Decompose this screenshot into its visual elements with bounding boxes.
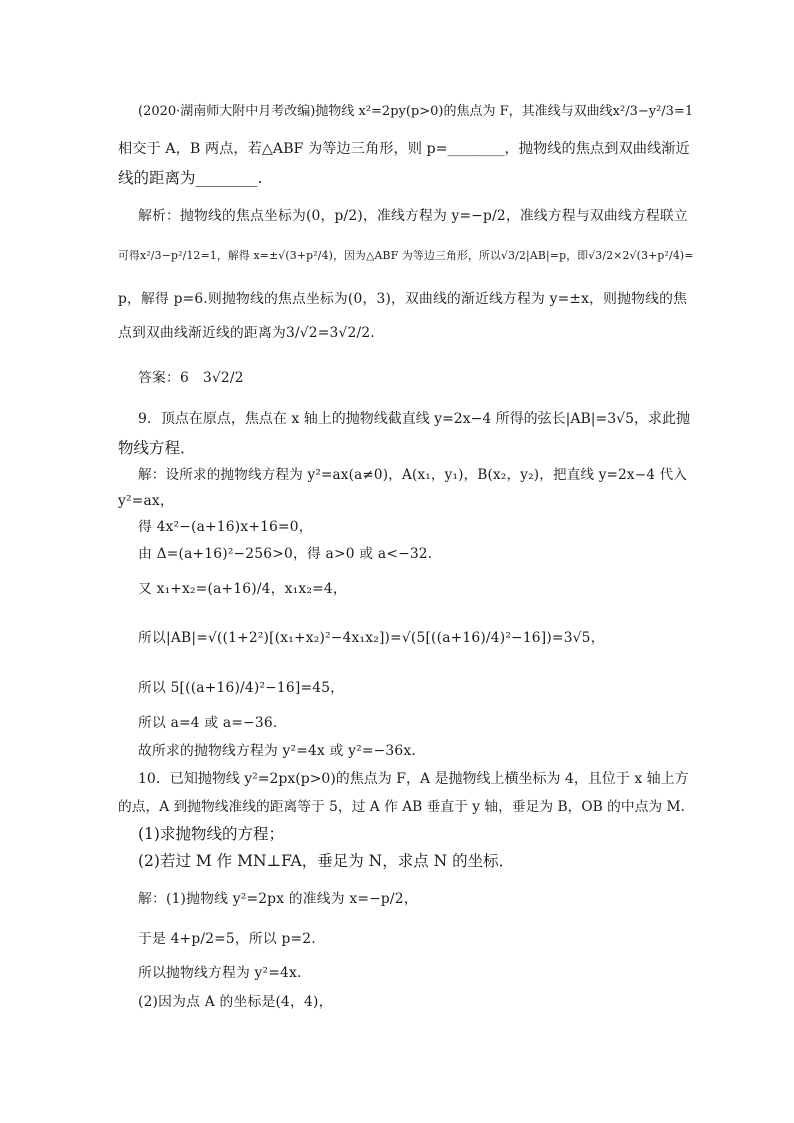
problem-8-line-3: 线的距离为________. <box>118 169 263 187</box>
solution-9-line-6: 所以|AB|=√((1+2²)[(x₁+x₂)²−4x₁x₂])=√(5[((a+16)/4)²−16])=3√5， <box>138 630 605 646</box>
problem-10-line-2: 的点，A 到抛物线准线的距离等于 5，过 A 作 AB 垂直于 y 轴，垂足为 B，OB 的中点为 M. <box>118 799 685 815</box>
solution-10-line-4: (2)因为点 A 的坐标是(4，4)， <box>138 994 333 1010</box>
solution-8-line-4: 点到双曲线渐近线的距离为3/√2=3√2/2. <box>118 325 375 341</box>
solution-9-line-5: 又 x₁+x₂=(a+16)/4，x₁x₂=4， <box>138 581 347 597</box>
solution-9-line-1: 解：设所求的抛物线方程为 y²=ax(a≠0)，A(x₁，y₁)，B(x₂，y₂)，把直线 y=2x−4 代入 <box>138 467 688 483</box>
solution-9-line-4: 由 Δ=(a+16)²−256>0，得 a>0 或 a<−32. <box>138 546 433 562</box>
problem-10-part-2: (2)若过 M 作 MN⊥FA，垂足为 N，求点 N 的坐标． <box>138 852 515 870</box>
solution-9-line-8: 所以 a=4 或 a=−36. <box>138 715 278 731</box>
solution-9-line-2: y²=ax， <box>118 493 174 509</box>
problem-8-line-2: 相交于 A，B 两点，若△ABF 为等边三角形，则 p=________，抛物线的焦点到双曲线渐近 <box>118 141 690 157</box>
problem-10-part-1: (1)求抛物线的方程； <box>138 825 284 843</box>
problem-10-line-1: 10．已知抛物线 y²=2px(p>0)的焦点为 F，A 是抛物线上横坐标为 4，且位于 x 轴上方 <box>138 771 689 787</box>
solution-9-line-3: 得 4x²−(a+16)x+16=0， <box>138 519 313 535</box>
solution-8-line-2: 可得x²/3−p²/12=1，解得 x=±√(3+p²/4)，因为△ABF 为等边三角形，所以√3/2|AB|=p，即√3/2×2√(3+p²/4)= <box>118 249 694 262</box>
problem-8-line-1: (2020·湖南师大附中月考改编)抛物线 x²=2py(p>0)的焦点为 F，其准线与双曲线x²/3−y²/3=1 <box>138 104 694 119</box>
solution-9-line-7: 所以 5[((a+16)/4)²−16]=45， <box>138 680 345 696</box>
solution-10-line-3: 所以抛物线方程为 y²=4x. <box>138 965 302 981</box>
solution-9-line-9: 故所求的抛物线方程为 y²=4x 或 y²=−36x. <box>138 743 416 759</box>
problem-9-line-1: 9．顶点在原点，焦点在 x 轴上的抛物线截直线 y=2x−4 所得的弦长|AB|=3√5，求此抛 <box>138 411 690 427</box>
answer-8: 答案：6 3√2/2 <box>138 370 244 386</box>
solution-8-line-1: 解析：抛物线的焦点坐标为(0，p/2)，准线方程为 y=−p/2，准线方程与双曲线方程联立 <box>138 208 688 224</box>
solution-10-line-1: 解：(1)抛物线 y²=2px 的准线为 x=−p/2， <box>138 891 418 907</box>
solution-10-line-2: 于是 4+p/2=5，所以 p=2. <box>138 931 316 947</box>
solution-8-line-3: p，解得 p=6.则抛物线的焦点坐标为(0，3)，双曲线的渐近线方程为 y=±x，则抛物线的焦 <box>118 291 688 307</box>
problem-9-line-2: 物线方程． <box>118 439 196 457</box>
